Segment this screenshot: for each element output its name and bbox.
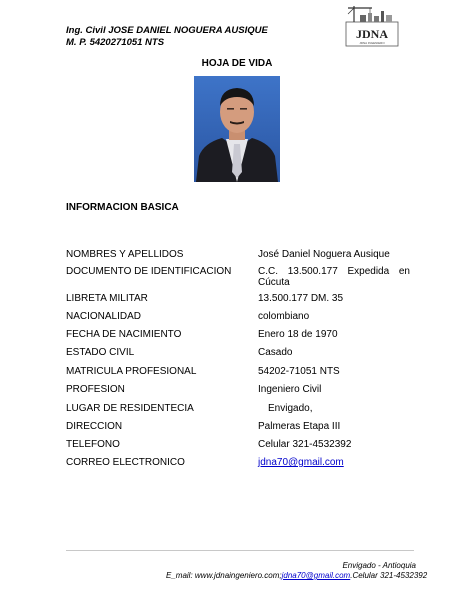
info-label: DOCUMENTO DE IDENTIFICACION: [66, 266, 232, 277]
email-link[interactable]: jdna70@gmail.com: [258, 457, 344, 468]
info-value: Envigado,: [268, 403, 313, 414]
info-value-line2: Cúcuta: [258, 277, 290, 288]
letterhead-registration: M. P. 5420271051 NTS: [66, 37, 165, 48]
logo-text: JDNA: [356, 27, 388, 41]
info-value: Casado: [258, 347, 293, 358]
info-value: [258, 266, 410, 288]
info-value: José Daniel Noguera Ausique: [258, 249, 390, 260]
info-value: 54202-71051 NTS: [258, 366, 340, 377]
document-title: HOJA DE VIDA: [201, 58, 273, 69]
profile-photo: [194, 76, 280, 182]
info-value: 13.500.177 DM. 35: [258, 293, 344, 304]
footer-contact: [166, 571, 428, 580]
letterhead-name: Ing. Civil JOSE DANIEL NOGUERA AUSIQUE: [66, 25, 268, 36]
section-heading: INFORMACION BASICA: [66, 202, 179, 213]
info-label: NOMBRES Y APELLIDOS: [66, 249, 184, 260]
logo-subtext: JDNA INGENIERO: [359, 41, 385, 45]
footer-phone: .Celular 321-4532392: [350, 571, 428, 580]
info-label: LUGAR DE RESIDENTECIA: [66, 403, 194, 414]
info-label: PROFESION: [66, 384, 125, 395]
footer-email-link[interactable]: jdna70@gmail.com: [281, 571, 351, 580]
info-value-line1: C.C. 13.500.177 Expedida en: [258, 266, 410, 277]
info-value: Celular 321-4532392: [258, 439, 352, 450]
info-label: CORREO ELECTRONICO: [66, 457, 185, 468]
footer-location: Envigado - Antioquia: [342, 561, 416, 570]
jdna-logo: [340, 3, 402, 49]
info-label: LIBRETA MILITAR: [66, 293, 148, 304]
info-label: NACIONALIDAD: [66, 311, 142, 322]
info-value: colombiano: [258, 311, 310, 322]
info-label: FECHA DE NACIMIENTO: [66, 329, 182, 340]
info-value: Enero 18 de 1970: [258, 329, 338, 340]
letterhead: [66, 25, 268, 49]
info-value: Ingeniero Civil: [258, 384, 322, 395]
info-label: ESTADO CIVIL: [66, 347, 135, 358]
info-value: Palmeras Etapa III: [258, 421, 341, 432]
info-label: DIRECCION: [66, 421, 123, 432]
footer-website: E_mail: www.jdnaingeniero.com;: [166, 571, 282, 580]
info-label: MATRICULA PROFESIONAL: [66, 366, 197, 377]
footer-divider: [66, 550, 414, 551]
info-label: TELEFONO: [66, 439, 120, 450]
